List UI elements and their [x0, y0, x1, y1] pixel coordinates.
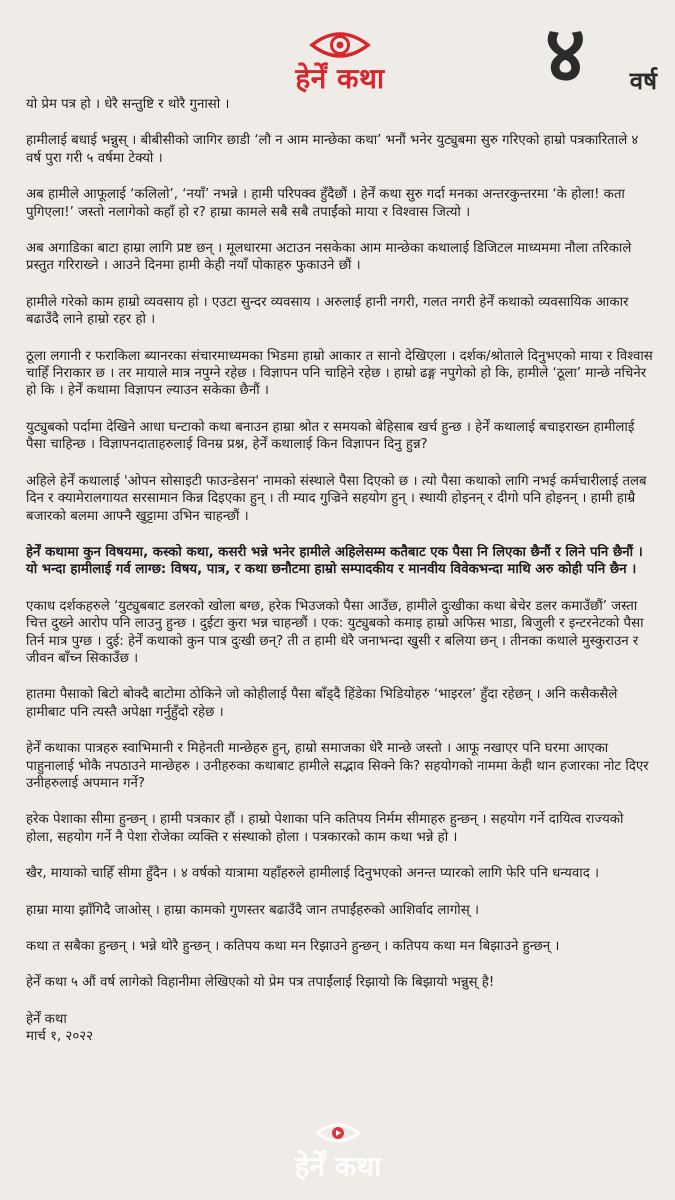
paragraph: हेर्नें कथाका पात्रहरु स्वाभिमानी र मिहेनती मान्छेहरु हुन्, हाम्रो समाजका धेरै मान्छे जस्तो । आफू नखाएर पनि घरमा आएका पाहुनालाई भोकै नपठाउने मान्छेहरु । उनीहरुका कथाबाट हामीले सद्भाव सिक्ने कि? सहयोगको नाममा केही थान हजारका नोट दिएर उनीहरुलाई अपमान गर्ने? — [26, 741, 649, 791]
love-letter — [26, 96, 654, 1046]
paragraph: अब हामीले आफूलाई ‘कलिलो’, ‘नयाँ’ नभन्ने । हामी परिपक्व हुँदैछौं । हेर्नें कथा सुरु गर्दा मनका अन्तरकुन्तरमा ‘के होला! कता पुगिएला!’ जस्तो नलागेको कहाँ हो र? हाम्रा कामले सबै सबै तपाईंको माया र विश्वास जित्यो । — [26, 187, 625, 220]
brand-name: हेर्नें कथा — [295, 62, 385, 95]
paragraph: हामीले गरेको काम हाम्रो व्यवसाय हो । एउटा सुन्दर व्यवसाय । अरुलाई हानी नगरी, गलत नगरी हेर्नें कथाको व्यवसायिक आकार बढाउँदै लाने हाम्रो रहर हो । — [26, 294, 629, 328]
paragraph: हातमा पैसाको बिटो बोक्दै बाटोमा ठोकिने जो कोहीलाई पैसा बाँड्दै हिंडेका भिडियोहरु ‘भाइरल’ हुँदा रहेछन् । अनि कसैकसैले हामीबाट पनि त्यस्तै अपेक्षा गर्नुहुँदो रहेछ । — [26, 687, 618, 720]
eye-logo-icon — [309, 28, 371, 62]
paragraph: कथा त सबैका हुन्छन् । भन्ने थोरै हुन्छन् । कतिपय कथा मन रिझाउने हुन्छन् । कतिपय कथा मन बिझाउने हुन्छन् । — [26, 939, 560, 954]
paragraph: हरेक पेशाका सीमा हुन्छन् । हामी पत्रकार हौं । हाम्रो पेशाका पनि कतिपय निर्मम सीमाहरु हुन्छन् । सहयोग गर्ने दायित्व राज्यको होला, सहयोग गर्ने नै पेशा रोजेका व्यक्ति र संस्थाको होला । पत्रकारको काम कथा भन्ने हो । — [26, 812, 624, 845]
signature-date: मार्च १, २०२२ — [26, 1029, 94, 1045]
paragraph: ठूला लगानी र फराकिला ब्यानरका संचारमाध्यमका भिडमा हाम्रो आकार त सानो देखिएला । दर्शक/श्रोताले दिनुभएको माया र विश्वास चाहिँ निराकार छ । तर मायाले मात्र नपुग्ने रहेछ । विज्ञापन पनि चाहिने रहेछ । हाम्रो ढङ्ग नपुगेको हो कि, हामीले ‘ठूला’ मान्छे नचिनेर हो कि । हेर्नें कथामा विज्ञापन ल्याउन सकेका छैनौं । — [26, 348, 653, 399]
paragraph-bold-statement: हेर्नें कथामा कुन विषयमा, कस्को कथा, कसरी भन्ने भनेर हामीले अहिलेसम्म कतैबाट एक पैसा नि लिएका छैनौं र लिने पनि छैनौं । यो भन्दा हामीलाई गर्व लाग्छ: विषय, पात्र, र कथा छनौटमा हाम्रो सम्पादकीय र मानवीय विवेकभन्दा माथि अरु कोही पनि छैन । — [26, 544, 643, 578]
anniversary-number: ४ — [545, 10, 586, 100]
paragraph: खैर, मायाको चाहिँ सीमा हुँदैन । ४ वर्षको यात्रामा यहाँहरुले हामीलाई दिनुभएको अनन्त प्यारको लागि फेरि पनि धन्यवाद । — [26, 866, 600, 882]
paragraph: अहिले हेर्नें कथालाई 'ओपन सोसाइटी फाउन्डेसन' नामको संस्थाले पैसा दिएको छ । त्यो पैसा कथाको लागि नभई कर्मचारीलाई तलब दिन र क्यामेरालगायत सरसामान किन्न दिइएका हुन् । ती म्याद गुज्रिने सहयोग हुन् । स्थायी होइनन् र दीगो पनि होइनन् । हामी हाम्रै बजारको बलमा आफ्नै खुट्टामा उभिन चाहन्छौं । — [26, 473, 647, 524]
paragraph: हामीलाई बधाई भन्नुस् । बीबीसीको जागिर छाडी ‘लौ न आम मान्छेका कथा’ भनौं भनेर युट्युबमा सुरु गरिएको हाम्रो पत्रकारिताले ४ वर्ष पुरा गरी ५ वर्षमा टेक्यो । — [26, 133, 639, 166]
brand-logo — [270, 28, 410, 100]
paragraph-greeting: यो प्रेम पत्र हो । धेरै सन्तुष्टि र थोरै गुनासो । — [26, 97, 230, 112]
paragraph: अब अगाडिका बाटा हाम्रा लागि प्रष्ट छन् । मूलधारमा अटाउन नसकेका आम मान्छेका कथालाई डिजिटल माध्यममा नौला तरिकाले प्रस्तुत गरिराख्ने । आउने दिनमा हामी केही नयाँ पोकाहरु फुकाउने छौं । — [26, 241, 632, 274]
anniversary-badge — [545, 10, 657, 104]
eye-play-icon — [315, 1120, 361, 1146]
paragraph: युट्युबको पर्दामा देखिने आधा घन्टाको कथा बनाउन हाम्रा श्रोत र समयको बेहिसाब खर्च हुन्छ । हेर्नें कथालाई बचाइराख्न हामीलाई पैसा चाहिन्छ । विज्ञापनदाताहरुलाई विनम्र प्रश्न, हेर्नें कथालाई किन विज्ञापन दिनु हुन्न? — [26, 419, 635, 453]
paragraph-closing: हेर्नें कथा ५ औं वर्ष लागेको विहानीमा लेखिएको यो प्रेम पत्र तपाईंलाई रिझायो कि बिझायो भन्नुस् है! — [26, 975, 495, 991]
footer-logo — [270, 1120, 406, 1184]
signature-name: हेर्नें कथा — [26, 1011, 67, 1027]
anniversary-label: वर्ष — [629, 67, 657, 95]
paragraph: हाम्रा माया झाँगिदै जाओस् । हाम्रा कामको गुणस्तर बढाउँदै जान तपाईंहरुको आशिर्वाद लागोस् । — [26, 902, 480, 918]
paragraph: एकाध दर्शकहरुले ‘युट्युबबाट डलरको खोला बग्छ, हरेक भिउजको पैसा आउँछ, हामीले दुःखीका कथा बेचेर डलर कमाउँछौं’ जस्ता चित्त दुख्ने आरोप पनि लाउनु हुन्छ । दुईटा कुरा भन्न चाहन्छौं । एक: युट्युबको कमाइ हाम्रो अफिस भाडा, बिजुली र इन्टरनेटको पैसा तिर्न मात्र पुग्छ । दुई: हेर्नें कथाको कुन पात्र दुःखी छन्? ती त हामी धेरै जनाभन्दा खुसी र बलिया छन् । तीनका कथाले मुस्कुराउन र जीवन बाँच्न सिकाउँछ । — [26, 598, 644, 666]
footer-brand-name: हेर्नें कथा — [294, 1150, 382, 1183]
signature-block — [26, 1011, 654, 1046]
